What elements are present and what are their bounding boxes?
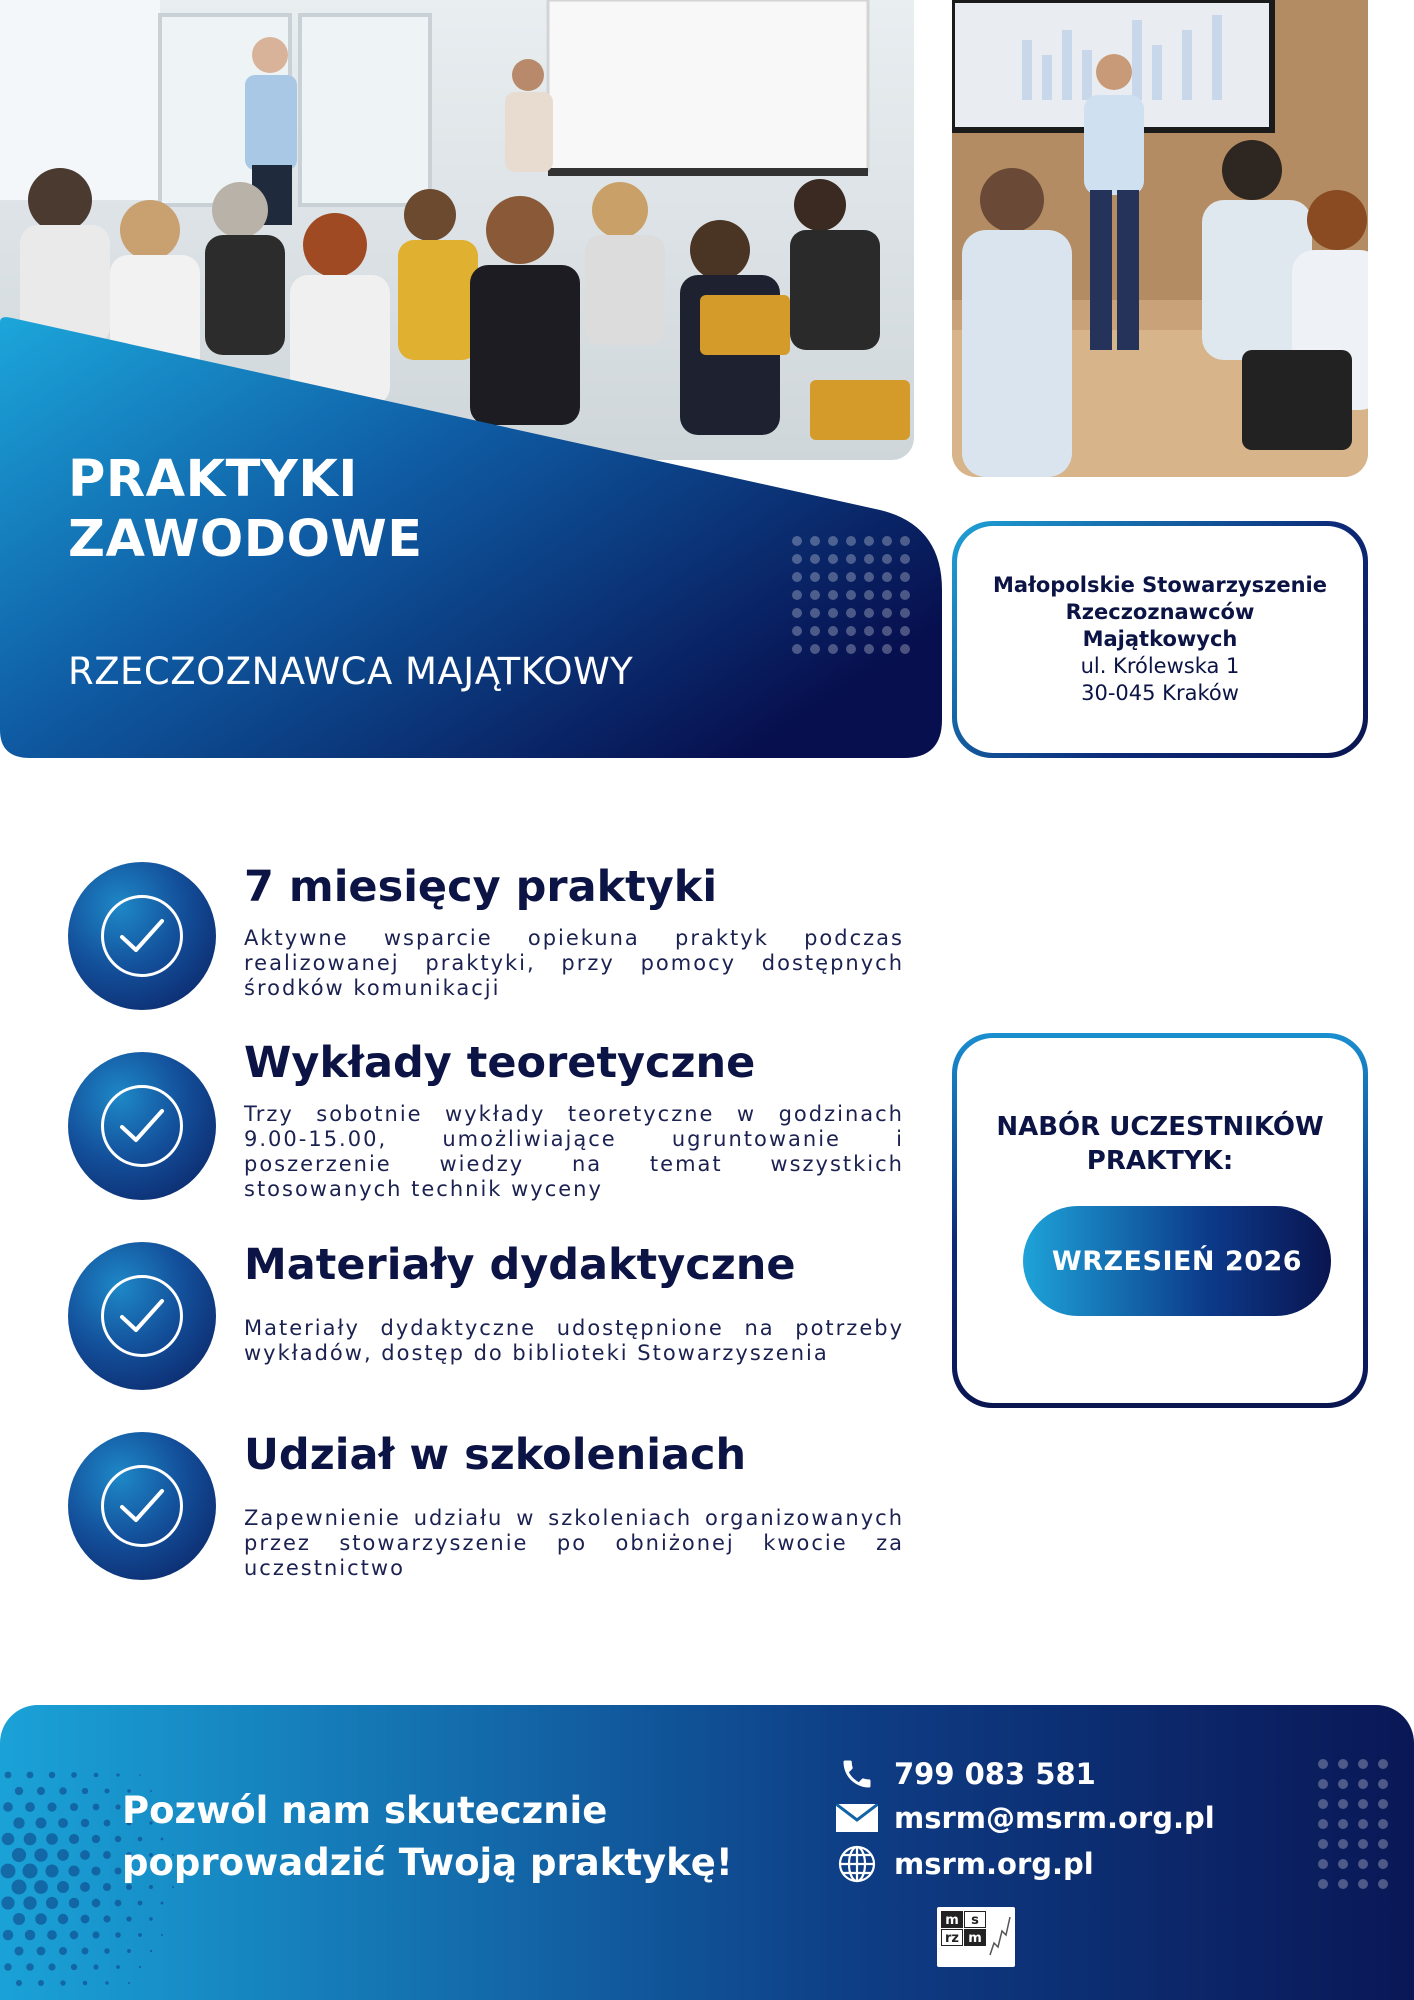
decorative-dot	[16, 1980, 22, 1986]
decorative-dot	[1, 1864, 16, 1879]
decorative-dot	[792, 536, 802, 546]
decorative-dot	[115, 1836, 122, 1843]
decorative-dot	[1378, 1859, 1388, 1869]
decorative-dot	[846, 590, 856, 600]
decorative-dot	[104, 1788, 109, 1793]
decorative-dot	[1318, 1839, 1328, 1849]
decorative-dot	[139, 1774, 141, 1776]
decorative-dot	[846, 608, 856, 618]
decorative-dot	[882, 626, 892, 636]
address-street: ul. Królewska 1	[1080, 654, 1240, 678]
logo-letter: m	[941, 1911, 963, 1928]
decorative-dot	[138, 1901, 143, 1906]
decorative-dot	[58, 1914, 68, 1924]
feature-title: Udział w szkoleniach	[244, 1430, 747, 1480]
decorative-dot	[116, 1773, 119, 1776]
decorative-dot	[70, 1803, 78, 1811]
decorative-dot	[882, 554, 892, 564]
decorative-dot	[82, 1948, 89, 1955]
decorative-dot	[103, 1851, 111, 1859]
decorative-dot	[92, 1931, 99, 1938]
feature-title: 7 miesięcy praktyki	[244, 862, 718, 912]
decorative-dot	[1378, 1759, 1388, 1769]
decorative-dot	[1338, 1759, 1348, 1769]
globe-icon	[836, 1847, 878, 1881]
decorative-dot	[5, 1772, 12, 1779]
decorative-dot	[47, 1802, 56, 1811]
decorative-dot	[47, 1930, 57, 1940]
check-icon	[68, 862, 216, 1010]
logo-chart-mark	[989, 1913, 1011, 1957]
recruitment-title-line1: NABÓR UCZESTNIKÓW	[996, 1112, 1324, 1142]
logo-letter: rz	[941, 1929, 963, 1946]
decorative-dot	[792, 572, 802, 582]
check-icon	[68, 1242, 216, 1390]
decorative-dot	[864, 572, 874, 582]
contact-phone[interactable]	[836, 1757, 1096, 1791]
decorative-dot	[36, 1818, 47, 1829]
decorative-dot	[49, 1772, 55, 1778]
decorative-dot	[81, 1819, 89, 1827]
address-card-body	[957, 526, 1363, 753]
decorative-dot	[792, 644, 802, 654]
decorative-dot	[1378, 1839, 1388, 1849]
organization-name-line2: Rzeczoznawców	[1065, 600, 1255, 624]
decorative-dot	[38, 1980, 44, 1986]
decorative-dot	[27, 1772, 34, 1779]
decorative-dot	[13, 1913, 25, 1925]
decorative-dot	[115, 1900, 122, 1907]
decorative-dot	[1358, 1839, 1368, 1849]
decorative-dot	[161, 1934, 163, 1936]
decorative-dot	[57, 1881, 69, 1893]
decorative-dot	[45, 1864, 58, 1877]
decorative-dot	[1358, 1799, 1368, 1809]
decorative-dot	[900, 608, 910, 618]
contact-website[interactable]	[836, 1847, 1094, 1881]
decorative-dot	[810, 572, 820, 582]
decorative-dot	[126, 1916, 131, 1921]
decorative-dot	[71, 1964, 77, 1970]
decorative-dot	[810, 536, 820, 546]
decorative-dot	[93, 1804, 100, 1811]
decorative-dot	[1338, 1819, 1348, 1829]
decorative-dot	[882, 590, 892, 600]
decorative-dot	[846, 644, 856, 654]
decorative-dot	[34, 1880, 48, 1894]
decorative-dot	[105, 1981, 108, 1984]
check-icon	[68, 1052, 216, 1200]
decorative-dot	[792, 554, 802, 564]
decorative-dot	[12, 1848, 26, 1862]
decorative-dot	[1358, 1759, 1368, 1769]
decorative-dot	[2, 1833, 15, 1846]
decorative-dot	[864, 590, 874, 600]
decorative-dot	[71, 1772, 77, 1778]
hero-title-line1: PRAKTYKI	[68, 450, 358, 509]
decorative-dot	[46, 1833, 58, 1845]
decorative-dot	[139, 1966, 141, 1968]
decorative-dot	[68, 1865, 79, 1876]
decorative-dot	[83, 1981, 88, 1986]
decorative-dot	[1358, 1779, 1368, 1789]
presenter-photo	[952, 0, 1368, 477]
contact-email[interactable]	[836, 1801, 1215, 1835]
footer-slogan	[122, 1785, 733, 1889]
phone-number: 799 083 581	[894, 1757, 1096, 1791]
decorative-dot	[35, 1913, 47, 1925]
decorative-dot	[103, 1883, 111, 1891]
decorative-dot	[1318, 1879, 1328, 1889]
feature-description: Trzy sobotnie wykłady teoretyczne w godzinach 9.00-15.00, umożliwiające ugruntowanie i poszerzenie wiedzy na temat wszystkich stosowanych technik wyceny	[244, 1102, 904, 1201]
decorative-dot	[138, 1933, 142, 1937]
decorative-dot	[23, 1896, 36, 1909]
hero-subtitle: RZECZOZNAWCA MAJĄTKOWY	[68, 650, 634, 693]
decorative-dot	[114, 1867, 121, 1874]
decorative-dot	[828, 572, 838, 582]
decorative-dot	[24, 1833, 37, 1846]
decorative-dot	[864, 626, 874, 636]
check-icon	[68, 1432, 216, 1580]
decorative-dot	[828, 554, 838, 564]
decorative-dot	[810, 608, 820, 618]
phone-icon	[836, 1757, 878, 1791]
decorative-dot	[810, 554, 820, 564]
website-url: msrm.org.pl	[894, 1847, 1094, 1881]
decorative-dot	[58, 1818, 68, 1828]
decorative-dot	[846, 626, 856, 636]
decorative-dot	[3, 1802, 13, 1812]
decorative-dot	[810, 590, 820, 600]
decorative-dot	[828, 644, 838, 654]
mail-icon	[836, 1801, 878, 1835]
decorative-dot	[846, 554, 856, 564]
decorative-dot	[25, 1930, 35, 1940]
decorative-dot	[1358, 1819, 1368, 1829]
decorative-dot	[1318, 1819, 1328, 1829]
feature-description: Materiały dydaktyczne udostępnione na potrzeby wykładów, dostęp do biblioteki Stowarzyszenia	[244, 1316, 904, 1365]
decorative-dot	[149, 1917, 152, 1920]
decorative-dot	[81, 1915, 90, 1924]
decorative-dot	[80, 1882, 90, 1892]
decorative-dot	[1318, 1759, 1328, 1769]
decorative-dot	[864, 644, 874, 654]
decorative-dot	[900, 536, 910, 546]
decorative-dot	[161, 1902, 164, 1905]
address-city: 30-045 Kraków	[1081, 681, 1239, 705]
decorative-dot	[1378, 1879, 1388, 1889]
decorative-dot	[150, 1950, 152, 1952]
decorative-dot	[127, 1949, 131, 1953]
decorative-dot	[91, 1866, 100, 1875]
recruitment-title-line2: PRAKTYK:	[1086, 1146, 1234, 1176]
email-address: msrm@msrm.org.pl	[894, 1801, 1215, 1835]
decorative-dot	[900, 554, 910, 564]
decorative-dot	[792, 590, 802, 600]
hero-banner	[0, 300, 942, 758]
decorative-dot	[26, 1963, 34, 1971]
decorative-dot	[846, 536, 856, 546]
decorative-dot	[22, 1863, 37, 1878]
decorative-dot	[48, 1963, 55, 1970]
decorative-dot	[882, 608, 892, 618]
decorative-dot	[900, 572, 910, 582]
decorative-dot	[12, 1880, 27, 1895]
decorative-dot	[25, 1802, 35, 1812]
msrm-logo	[937, 1907, 1015, 1967]
decorative-dot	[94, 1773, 99, 1778]
feature-title: Materiały dydaktyczne	[244, 1240, 796, 1290]
decorative-dot	[828, 536, 838, 546]
organization-name-line3: Majątkowych	[1082, 627, 1238, 651]
decorative-dot	[1338, 1879, 1348, 1889]
footer-slogan-line1: Pozwól nam skutecznie	[122, 1789, 608, 1832]
decorative-dot	[115, 1932, 121, 1938]
logo-letter: s	[964, 1911, 986, 1928]
decorative-dot	[37, 1787, 45, 1795]
decorative-dot	[1318, 1859, 1328, 1869]
decorative-dot	[104, 1948, 109, 1953]
decorative-dot	[59, 1947, 67, 1955]
decorative-dot	[864, 536, 874, 546]
decorative-dot	[34, 1848, 47, 1861]
decorative-dot	[46, 1897, 58, 1909]
decorative-dot	[59, 1787, 66, 1794]
decorative-dot	[1318, 1799, 1328, 1809]
decorative-dot	[115, 1804, 120, 1809]
recruitment-title	[957, 1110, 1363, 1178]
decorative-dot	[116, 1965, 120, 1969]
feature-description: Zapewnienie udziału w szkoleniach organizowanych przez stowarzyszenie po obniżonej kwocie za uczestnictwo	[244, 1506, 904, 1580]
decorative-dot	[15, 1787, 23, 1795]
decorative-dot	[1338, 1839, 1348, 1849]
decorative-dot	[1318, 1779, 1328, 1789]
decorative-dot	[92, 1835, 100, 1843]
decorative-dot	[60, 1980, 65, 1985]
decorative-dot	[810, 644, 820, 654]
decorative-dot	[882, 572, 892, 582]
decorative-dot	[57, 1849, 69, 1861]
decorative-dot	[792, 608, 802, 618]
organization-name-line1: Małopolskie Stowarzyszenie	[993, 573, 1327, 597]
dot-pattern	[792, 536, 918, 662]
decorative-dot	[864, 608, 874, 618]
decorative-dot	[93, 1964, 98, 1969]
decorative-dot	[882, 536, 892, 546]
decorative-dot	[13, 1817, 24, 1828]
decorative-dot	[810, 626, 820, 636]
decorative-dot	[14, 1946, 23, 1955]
footer-slogan-line2: poprowadzić Twoją praktykę!	[122, 1841, 733, 1884]
decorative-dot	[1, 1896, 14, 1909]
decorative-dot	[900, 626, 910, 636]
decorative-dot	[828, 626, 838, 636]
decorative-dot	[82, 1788, 88, 1794]
decorative-dot	[900, 590, 910, 600]
feature-title: Wykłady teoretyczne	[244, 1038, 756, 1088]
footer-banner	[0, 1705, 1414, 2000]
decorative-dot	[69, 1898, 79, 1908]
decorative-dot	[80, 1850, 90, 1860]
decorative-dot	[37, 1947, 46, 1956]
recruitment-card	[952, 1033, 1368, 1408]
footer-dot-pattern-right	[1318, 1759, 1398, 1899]
decorative-dot	[1378, 1819, 1388, 1829]
hero-title-line2: ZAWODOWE	[68, 510, 423, 569]
decorative-dot	[882, 644, 892, 654]
decorative-dot	[846, 572, 856, 582]
decorative-dot	[1378, 1799, 1388, 1809]
decorative-dot	[828, 608, 838, 618]
decorative-dot	[900, 644, 910, 654]
recruitment-date-badge: WRZESIEŃ 2026	[1023, 1206, 1331, 1316]
decorative-dot	[3, 1930, 13, 1940]
recruitment-card-body	[957, 1038, 1363, 1403]
decorative-dot	[1338, 1859, 1348, 1869]
decorative-dot	[104, 1820, 111, 1827]
feature-description: Aktywne wsparcie opiekuna praktyk podczas realizowanej praktyki, przy pomocy dostępnych środków komunikacji	[244, 926, 904, 1000]
hero-title	[68, 450, 423, 570]
decorative-dot	[4, 1963, 12, 1971]
address-card	[952, 521, 1368, 758]
decorative-dot	[792, 626, 802, 636]
decorative-dot	[1338, 1799, 1348, 1809]
decorative-dot	[92, 1899, 101, 1908]
decorative-dot	[828, 590, 838, 600]
decorative-dot	[1338, 1779, 1348, 1789]
decorative-dot	[1358, 1859, 1368, 1869]
decorative-dot	[70, 1931, 79, 1940]
decorative-dot	[103, 1915, 110, 1922]
decorative-dot	[69, 1834, 79, 1844]
decorative-dot	[1378, 1779, 1388, 1789]
logo-letter: m	[964, 1929, 986, 1946]
decorative-dot	[1358, 1879, 1368, 1889]
decorative-dot	[864, 554, 874, 564]
decorative-dot	[128, 1982, 130, 1984]
